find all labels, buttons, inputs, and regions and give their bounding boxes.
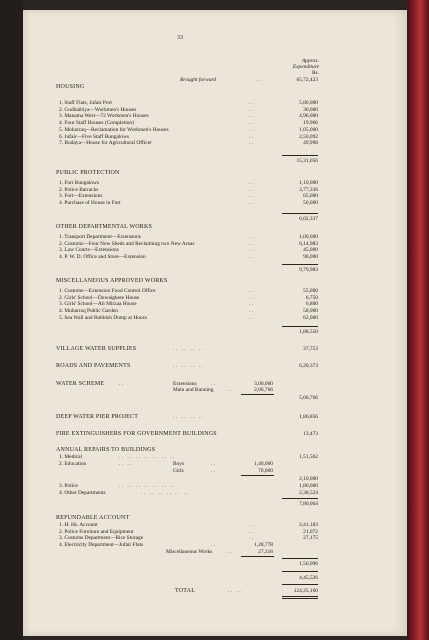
repairs-item-label: 4. Other Departments	[59, 490, 106, 496]
line-item-amount: 6,750	[305, 294, 318, 301]
leader-dots: ..	[249, 234, 255, 240]
leader-dots: ..	[249, 133, 255, 140]
electricity-misc-amount: 27,318	[258, 549, 273, 555]
line-item-label: 4. Four Staff Houses (Completion)	[59, 120, 134, 127]
leader-dots: .. .. .. .. .. .. ..	[119, 454, 176, 460]
housing-total: 15,31,056	[296, 158, 318, 164]
leader-dots: ..	[249, 535, 255, 542]
fire-title: FIRE EXTINGUISHERS FOR GOVERNMENT BUILDINGS	[56, 431, 217, 437]
leader-dots: .. .. .. .. .. .. ..	[119, 483, 176, 489]
repairs-boys-label: Boys	[173, 461, 185, 467]
rule	[282, 571, 318, 572]
leader-dots: .. .. .. .. .. ..	[141, 490, 190, 496]
refundable-title: REFUNDABLE ACCOUNT	[56, 515, 130, 521]
leader-dots: ..	[249, 301, 255, 308]
line-item-label: 3. Fort—Extensions	[59, 193, 103, 200]
leader-dots: ..	[249, 106, 255, 113]
line-item-label: 2. Gudhaibiya—Workmen's Houses	[59, 106, 137, 113]
repairs-education-amount: 2,10,000	[299, 476, 318, 482]
line-item-amount: 1,05,000	[299, 126, 318, 133]
repairs-girls-label: Girls	[173, 468, 184, 474]
line-item-label: 3. Customs Department—Rice Storage	[59, 535, 144, 542]
line-item-label: 6. Jufair—Five Staff Bungalows	[59, 133, 129, 140]
line-item-label: 1. Staff Flats, Jufair Port	[59, 100, 112, 106]
line-item-amount: 6,14,983	[299, 240, 318, 247]
refundable-total: 1,56,096	[299, 561, 318, 567]
line-item-amount: 3,77,336	[299, 186, 318, 193]
leader-dots: .. ..	[228, 588, 243, 594]
line-item-amount: 2,41,183	[299, 522, 318, 528]
line-item-amount: 5,80,000	[299, 100, 318, 106]
rule	[241, 394, 274, 395]
line-item-label: 5. Sea Wall and Rubbish Dump at Hoora	[59, 314, 147, 321]
header-expenditure: Expenditure	[292, 64, 319, 70]
repairs-item-label: 3. Police	[59, 483, 78, 489]
leader-dots: ..	[249, 288, 255, 294]
village-water-amount: 37,753	[303, 346, 318, 352]
line-item-amount: 21,072	[303, 528, 318, 535]
grand-total-label: TOTAL	[175, 588, 196, 594]
header-approx: Approx.	[301, 58, 319, 64]
line-item-label: 3. Girls' School—Ali Mirzaa House	[59, 301, 137, 308]
section-title-other-works: OTHER DEPARTMENTAL WORKS	[56, 224, 153, 230]
leader-dots: ..	[249, 308, 255, 315]
grand-total-amount: 124,25,160	[293, 588, 318, 594]
section-title-housing: HOUSING	[56, 84, 85, 90]
deep-water-amount: 1,86,856	[299, 414, 318, 420]
line-item-amount: 65,000	[303, 193, 318, 200]
leader-dots: ..	[249, 247, 255, 254]
leader-dots: ..	[249, 180, 255, 186]
line-item-amount: 2,50,092	[299, 133, 318, 140]
rule	[282, 264, 318, 265]
line-item-amount: 27,175	[303, 535, 318, 542]
rule	[282, 326, 318, 327]
public-protection-total: 6,02,337	[299, 216, 318, 222]
section-title-misc-works: MISCELLANEOUS APPROVED WORKS	[56, 278, 168, 284]
electricity-flats-amount: 1,28,778	[254, 542, 273, 548]
line-item-label: 1. Transport Department—Extensions	[59, 234, 141, 240]
header-rs: Rs.	[311, 70, 319, 76]
rule	[282, 598, 318, 599]
leader-dots: ..	[249, 522, 255, 528]
water-scheme-item-label: Extensions	[173, 381, 197, 387]
leader-dots: ..	[249, 254, 255, 261]
leader-dots: ..	[119, 381, 125, 387]
line-item-amount: 30,000	[303, 106, 318, 113]
line-item-amount: 90,000	[303, 254, 318, 261]
line-item-label: 2. Police Barracks	[59, 186, 99, 193]
line-item-amount: 58,000	[303, 308, 318, 315]
rule	[241, 556, 274, 557]
line-item-amount: 55,000	[303, 288, 318, 294]
leader-dots: ..	[257, 77, 263, 83]
leader-dots: ..	[249, 314, 255, 321]
leader-dots: ..	[249, 120, 255, 127]
line-item-amount: 49,998	[303, 140, 318, 147]
leader-dots: ..	[211, 461, 217, 467]
village-water-title: VILLAGE WATER SUPPLIES	[56, 346, 137, 352]
rule	[282, 596, 318, 597]
line-item-label: 3. Law Courts—Extensions	[59, 247, 119, 254]
rule	[282, 213, 318, 214]
line-item-amount: 62,000	[303, 314, 318, 321]
leader-dots: ..	[249, 240, 255, 247]
fire-amount: 13,473	[303, 431, 318, 437]
refundable-item-label: 4. Electricity Department—Jufair Flats	[59, 542, 144, 548]
leader-dots: ..	[227, 387, 233, 393]
leader-dots: ..	[211, 381, 217, 387]
repairs-title: ANNUAL REPAIRS TO BUILDINGS	[56, 447, 156, 453]
rule	[282, 584, 318, 585]
line-item-label: 4. P. W. D. Office and Store—Extension	[59, 254, 146, 261]
line-item-label: 4. Muharraq Public Garden	[59, 308, 118, 315]
leader-dots: ..	[249, 528, 255, 535]
water-scheme-item-amount: 2,06,766	[254, 387, 273, 393]
brought-forward-label: Brought forward	[180, 77, 216, 83]
line-item-label: 2. Customs—Four New Sheds and Reclaiming two New Areas	[59, 240, 195, 247]
page-number: 33	[177, 35, 183, 41]
line-item-label: 1. Fort Bungalows	[59, 180, 99, 186]
leader-dots: .. .. .. ..	[173, 414, 205, 420]
repairs-boys-amount: 1,40,000	[254, 461, 273, 467]
water-scheme-item-label: Main and Running	[173, 387, 214, 393]
roads-amount: 6,20,373	[299, 363, 318, 369]
line-item-amount: 50,000	[303, 200, 318, 207]
line-item-amount: 6,800	[305, 301, 318, 308]
line-item-amount: 19,966	[303, 120, 318, 127]
brought-forward-amount: 65,72,423	[296, 77, 318, 83]
water-scheme-total: 5,06,766	[299, 395, 318, 401]
leader-dots: ..	[249, 113, 255, 120]
repairs-total: 7,80,064	[299, 501, 318, 507]
subtotal-amount: 4,45,526	[299, 575, 318, 581]
leader-dots: ..	[249, 193, 255, 200]
water-scheme-item-amount: 3,00,000	[254, 381, 273, 387]
rule	[282, 558, 318, 559]
rule	[241, 475, 274, 476]
leader-dots: ..	[249, 100, 255, 106]
line-item-label: 7. Budaya—House for Agricultural Officer	[59, 140, 152, 147]
electricity-misc-label: Miscellaneous Works	[166, 549, 213, 555]
repairs-item-label: 1. Medical	[59, 454, 83, 460]
line-item-label: 3. Manama West—72 Workmen's Houses	[59, 113, 149, 120]
leader-dots: .. .. .. ..	[173, 346, 205, 352]
repairs-item-amount: 2,38,524	[299, 490, 318, 496]
line-item-amount: 1,00,000	[299, 234, 318, 240]
leader-dots: ..	[211, 468, 217, 474]
repairs-item-amount: 1,51,562	[299, 454, 318, 460]
book-edge	[407, 0, 429, 640]
misc-works-total: 1,88,550	[299, 329, 318, 335]
line-item-label: 2. Girls' School—Dowaighere House	[59, 294, 140, 301]
roads-title: ROADS AND PAVEMENTS	[56, 363, 131, 369]
leader-dots: ..	[211, 542, 217, 548]
deep-water-title: DEEP WATER PIER PROJECT	[56, 414, 139, 420]
line-item-label: 1. H. Hs. Account	[59, 522, 98, 528]
repairs-item-label: 2. Education	[59, 461, 87, 467]
repairs-item-amount: 1,80,000	[299, 483, 318, 489]
rule	[282, 498, 318, 499]
line-item-amount: 45,000	[303, 247, 318, 254]
line-item-label: 5. Moharraq—Reclamation for Workmen's Houses	[59, 126, 169, 133]
line-item-label: 2. Police Furniture and Equipment	[59, 528, 134, 535]
line-item-amount: 1,10,000	[299, 180, 318, 186]
leader-dots: ..	[249, 126, 255, 133]
leader-dots: ..	[249, 294, 255, 301]
leader-dots: ..	[249, 200, 255, 207]
repairs-girls-amount: 70,000	[258, 468, 273, 474]
water-scheme-title: WATER SCHEME	[56, 381, 105, 387]
leader-dots: ..	[249, 186, 255, 193]
leader-dots: ..	[227, 549, 233, 555]
rule	[282, 155, 318, 156]
leader-dots: .. .. .. ..	[173, 363, 205, 369]
line-item-amount: 4,96,000	[299, 113, 318, 120]
line-item-label: 4. Purchase of House in Fort	[59, 200, 121, 207]
line-item-label: 1. Customs—Extension Food Control Office	[59, 288, 156, 294]
book-gutter	[0, 0, 23, 640]
document-page	[23, 10, 407, 636]
leader-dots: ..	[249, 140, 255, 147]
other-works-total: 9,79,983	[299, 267, 318, 273]
leader-dots: .. ..	[119, 461, 134, 467]
section-title-public-protection: PUBLIC PROTECTION	[56, 170, 120, 176]
